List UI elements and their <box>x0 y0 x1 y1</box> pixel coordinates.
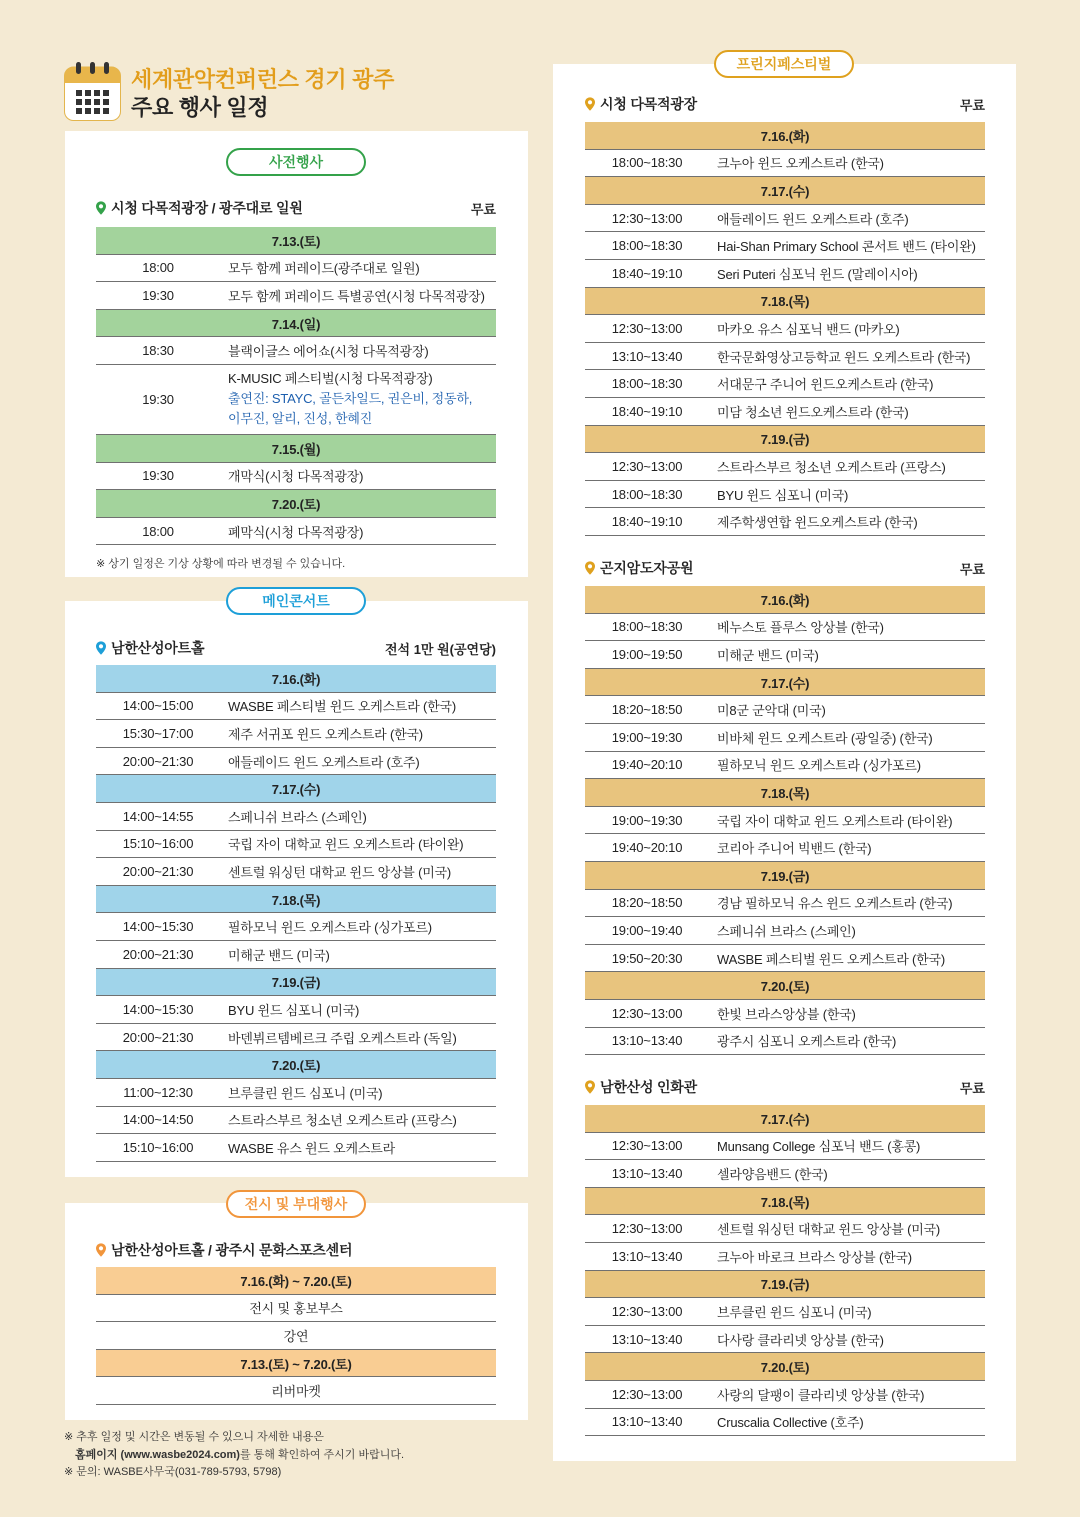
map-pin-icon <box>96 641 106 655</box>
date-header: 7.18.(목) <box>585 779 985 807</box>
event-cell <box>709 1302 985 1321</box>
schedule-row <box>96 941 496 969</box>
event-name: 바덴뷔르템베르크 주립 오케스트라 (독일) <box>228 1030 457 1046</box>
fringe-venue-table <box>585 122 985 536</box>
time-cell: 14:00~15:00 <box>122 698 194 714</box>
event-name: 센트럴 워싱턴 대학교 윈드 앙상블 (미국) <box>228 864 452 880</box>
event-cell <box>220 466 496 485</box>
event-name: BYU 윈드 심포니 (미국) <box>228 1002 360 1018</box>
location-row <box>585 1077 985 1097</box>
event-cell <box>220 834 496 853</box>
time-cell: 15:10~16:00 <box>122 1139 194 1155</box>
schedule-row <box>96 831 496 859</box>
time-cell: 20:00~21:30 <box>122 753 194 769</box>
fee-label: 전석 1만 원(공연당) <box>384 641 496 657</box>
fringe-festival-badge: 프린지페스티벌 <box>714 50 854 78</box>
event-cell <box>220 1138 496 1157</box>
exhibition-badge: 전시 및 부대행사 <box>226 1190 366 1218</box>
schedule-row <box>585 205 985 233</box>
event-name: 비바체 윈드 오케스트라 (광일중) (한국) <box>717 730 933 746</box>
event-cell <box>709 319 985 338</box>
schedule-row <box>585 696 985 724</box>
time-cell: 19:40~20:10 <box>611 757 683 773</box>
fee-label: 무료 <box>470 201 496 217</box>
event-cell <box>220 945 496 964</box>
time-cell: 12:30~13:00 <box>611 458 683 474</box>
event-cell <box>220 369 496 429</box>
schedule-row <box>96 365 496 435</box>
time-cell: 13:10~13:40 <box>611 348 683 364</box>
schedule-row <box>585 1000 985 1028</box>
schedule-row <box>96 748 496 776</box>
location-label: 곤지암도자공원 <box>600 560 694 576</box>
date-header: 7.17.(수) <box>585 1105 985 1133</box>
event-cell <box>220 1110 496 1129</box>
event-name: 미8군 군악대 (미국) <box>717 703 826 719</box>
event-name: 한국문화영상고등학교 윈드 오케스트라 (한국) <box>717 349 971 365</box>
date-header: 7.16.(화) <box>96 665 496 693</box>
date-header: 7.20.(토) <box>585 972 985 1000</box>
event-cell <box>220 1028 496 1047</box>
schedule-row <box>96 913 496 941</box>
map-pin-icon <box>585 97 595 111</box>
exhibit-item: 강연 <box>96 1322 496 1350</box>
event-cell <box>220 917 496 936</box>
location-row <box>585 558 985 578</box>
pre-events-table <box>96 227 496 545</box>
event-cell <box>709 1219 985 1238</box>
time-cell: 13:10~13:40 <box>611 1165 683 1181</box>
performers-line: 출연진: STAYC, 골든차일드, 권은비, 정동하, <box>228 391 473 407</box>
event-cell <box>220 522 496 541</box>
exhibition-table <box>96 1267 496 1405</box>
event-cell <box>709 1412 985 1431</box>
time-cell: 12:30~13:00 <box>611 320 683 336</box>
event-cell <box>709 1247 985 1266</box>
schedule-row <box>585 1381 985 1409</box>
time-cell: 19:00~19:30 <box>611 729 683 745</box>
time-cell: 18:20~18:50 <box>611 702 683 718</box>
event-name: K-MUSIC 페스티벌(시청 다목적광장) <box>228 371 433 387</box>
period-header: 7.16.(화) ~ 7.20.(토) <box>96 1267 496 1295</box>
schedule-row <box>585 1326 985 1354</box>
schedule-row <box>585 834 985 862</box>
time-cell: 18:00~18:30 <box>611 486 683 502</box>
event-cell <box>709 811 985 830</box>
calendar-icon <box>64 62 121 121</box>
time-cell: 18:40~19:10 <box>611 514 683 530</box>
time-cell: 12:30~13:00 <box>611 1005 683 1021</box>
location-row <box>585 94 985 114</box>
fee-label: 무료 <box>959 561 985 577</box>
event-cell <box>709 347 985 366</box>
event-name: 스페니쉬 브라스 (스페인) <box>228 809 367 825</box>
event-name: 베누스토 플루스 앙상블 (한국) <box>717 620 884 636</box>
main-concert-badge: 메인콘서트 <box>226 587 366 615</box>
schedule-row <box>585 917 985 945</box>
map-pin-icon <box>585 1080 595 1094</box>
time-cell: 19:50~20:30 <box>611 950 683 966</box>
event-cell <box>709 1031 985 1050</box>
event-cell <box>709 512 985 531</box>
time-cell: 13:10~13:40 <box>611 1248 683 1264</box>
event-cell <box>709 209 985 228</box>
time-cell: 18:00~18:30 <box>611 155 683 171</box>
time-cell: 19:00~19:40 <box>611 922 683 938</box>
location-row <box>96 198 496 218</box>
time-cell: 18:00~18:30 <box>611 376 683 392</box>
event-cell <box>709 457 985 476</box>
event-cell <box>709 838 985 857</box>
time-cell: 19:30 <box>142 287 174 303</box>
date-header: 7.18.(목) <box>585 1188 985 1216</box>
schedule-row <box>96 1134 496 1162</box>
time-cell: 18:00 <box>142 260 174 276</box>
event-cell <box>709 485 985 504</box>
location-label: 남한산성 인화관 <box>600 1079 697 1095</box>
time-cell: 15:10~16:00 <box>122 836 194 852</box>
event-cell <box>709 949 985 968</box>
schedule-row <box>96 803 496 831</box>
event-cell <box>220 286 496 305</box>
event-name: 모두 함께 퍼레이드(광주대로 일원) <box>228 261 420 277</box>
schedule-row <box>585 370 985 398</box>
event-name: 경남 필하모닉 유스 윈드 오케스트라 (한국) <box>717 896 953 912</box>
schedule-row <box>585 150 985 178</box>
event-name: 스페니쉬 브라스 (스페인) <box>717 923 856 939</box>
event-name: 미해군 밴드 (미국) <box>717 647 819 663</box>
weather-note: ※ 상기 일정은 기상 상황에 따라 변경될 수 있습니다. <box>96 558 346 570</box>
date-header: 7.17.(수) <box>585 177 985 205</box>
schedule-row <box>585 481 985 509</box>
schedule-row <box>96 337 496 365</box>
date-header: 7.19.(금) <box>585 426 985 454</box>
time-cell: 15:30~17:00 <box>122 725 194 741</box>
location-label: 시청 다목적광장 / 광주대로 일원 <box>111 200 303 216</box>
event-name: 광주시 심포니 오케스트라 (한국) <box>717 1034 897 1050</box>
location-label: 남한산성아트홀 / 광주시 문화스포츠센터 <box>111 1242 353 1258</box>
schedule-row <box>96 1079 496 1107</box>
performers-line: 이무진, 알리, 진성, 한혜진 <box>228 411 373 427</box>
date-header: 7.18.(목) <box>96 886 496 914</box>
fringe-venue-table <box>585 1105 985 1436</box>
event-cell <box>220 752 496 771</box>
schedule-row <box>585 1409 985 1437</box>
schedule-row <box>585 343 985 371</box>
time-cell: 13:10~13:40 <box>611 1331 683 1347</box>
period-header: 7.13.(토) ~ 7.20.(토) <box>96 1350 496 1378</box>
event-cell <box>709 617 985 636</box>
time-cell: 18:00~18:30 <box>611 238 683 254</box>
event-name: 크누아 윈드 오케스트라 (한국) <box>717 156 884 172</box>
title-line-1: 세계관악컨퍼런스 경기 광주 <box>131 67 395 92</box>
time-cell: 13:10~13:40 <box>611 1033 683 1049</box>
schedule-row <box>96 858 496 886</box>
date-header: 7.19.(금) <box>585 1271 985 1299</box>
time-cell: 12:30~13:00 <box>611 1221 683 1237</box>
event-cell <box>709 921 985 940</box>
schedule-row <box>96 282 496 310</box>
event-cell <box>220 341 496 360</box>
time-cell: 14:00~15:30 <box>122 919 194 935</box>
location-row <box>96 1240 496 1260</box>
time-cell: 13:10~13:40 <box>611 1414 683 1430</box>
event-name: 한빛 브라스앙상블 (한국) <box>717 1006 856 1022</box>
time-cell: 14:00~14:55 <box>122 808 194 824</box>
time-cell: 14:00~14:50 <box>122 1112 194 1128</box>
event-name: 국립 자이 대학교 윈드 오케스트라 (타이완) <box>228 837 464 853</box>
event-name: Cruscalia Collective (호주) <box>717 1415 864 1431</box>
event-cell <box>709 153 985 172</box>
date-header: 7.19.(금) <box>96 969 496 997</box>
footer-notes <box>64 1429 404 1482</box>
event-name: Seri Puteri 심포닉 윈드 (말레이시아) <box>717 266 918 282</box>
event-cell <box>220 807 496 826</box>
event-cell <box>709 728 985 747</box>
time-cell: 12:30~13:00 <box>611 1138 683 1154</box>
date-header: 7.20.(토) <box>585 1353 985 1381</box>
event-cell <box>709 264 985 283</box>
event-cell <box>220 1083 496 1102</box>
schedule-row <box>585 260 985 288</box>
event-cell <box>709 374 985 393</box>
time-cell: 12:30~13:00 <box>611 1303 683 1319</box>
schedule-row <box>585 890 985 918</box>
exhibit-item: 전시 및 홍보부스 <box>96 1295 496 1323</box>
event-name: 폐막식(시청 다목적광장) <box>228 524 364 540</box>
event-cell <box>709 402 985 421</box>
map-pin-icon <box>96 1243 106 1257</box>
event-name: 서대문구 주니어 윈드오케스트라 (한국) <box>717 377 934 393</box>
event-name: 애들레이드 윈드 오케스트라 (호주) <box>717 211 909 227</box>
schedule-row <box>585 398 985 426</box>
schedule-row <box>96 693 496 721</box>
time-cell: 19:30 <box>142 391 174 407</box>
time-cell: 18:00~18:30 <box>611 619 683 635</box>
date-header: 7.19.(금) <box>585 862 985 890</box>
event-cell <box>220 1000 496 1019</box>
date-header: 7.17.(수) <box>585 669 985 697</box>
time-cell: 18:40~19:10 <box>611 403 683 419</box>
time-cell: 18:20~18:50 <box>611 895 683 911</box>
event-name: 미담 청소년 윈드오케스트라 (한국) <box>717 404 909 420</box>
schedule-row <box>96 720 496 748</box>
fringe-venue-table <box>585 586 985 1055</box>
date-header: 7.14.(일) <box>96 310 496 338</box>
schedule-row <box>96 1024 496 1052</box>
schedule-row <box>585 232 985 260</box>
event-cell <box>709 755 985 774</box>
schedule-row <box>585 724 985 752</box>
event-name: BYU 윈드 심포니 (미국) <box>717 487 849 503</box>
event-name: WASBE 페스티벌 윈드 오케스트라 (한국) <box>228 699 457 715</box>
event-name: 크누아 바로크 브라스 앙상블 (한국) <box>717 1249 912 1265</box>
time-cell: 12:30~13:00 <box>611 1386 683 1402</box>
footer-line-2 <box>64 1447 404 1465</box>
date-header: 7.17.(수) <box>96 775 496 803</box>
event-name: 코리아 주니어 빅밴드 (한국) <box>717 841 872 857</box>
event-name: Munsang College 심포닉 밴드 (홍콩) <box>717 1139 921 1155</box>
location-label: 시청 다목적광장 <box>600 96 697 112</box>
location-label: 남한산성아트홀 <box>111 640 205 656</box>
event-name: 애들레이드 윈드 오케스트라 (호주) <box>228 754 420 770</box>
event-cell <box>709 1385 985 1404</box>
schedule-row <box>585 1215 985 1243</box>
schedule-row <box>585 1298 985 1326</box>
event-cell <box>709 1136 985 1155</box>
time-cell: 19:00~19:30 <box>611 812 683 828</box>
event-cell <box>220 258 496 277</box>
event-name: 필하모닉 윈드 오케스트라 (싱가포르) <box>228 920 432 936</box>
map-pin-icon <box>96 201 106 215</box>
event-cell <box>220 724 496 743</box>
time-cell: 20:00~21:30 <box>122 946 194 962</box>
time-cell: 19:00~19:50 <box>611 646 683 662</box>
event-name: 브루클린 윈드 심포니 (미국) <box>228 1085 383 1101</box>
event-name: 스트라스부르 청소년 오케스트라 (프랑스) <box>717 459 946 475</box>
schedule-row <box>585 614 985 642</box>
time-cell: 20:00~21:30 <box>122 1029 194 1045</box>
time-cell: 18:40~19:10 <box>611 265 683 281</box>
exhibit-item: 리버마켓 <box>96 1377 496 1405</box>
schedule-row <box>585 1133 985 1161</box>
date-header: 7.16.(화) <box>585 122 985 150</box>
fee-label: 무료 <box>959 97 985 113</box>
event-cell <box>709 700 985 719</box>
main-concert-table <box>96 665 496 1162</box>
location-row <box>96 638 496 658</box>
event-cell <box>220 696 496 715</box>
time-cell: 19:30 <box>142 468 174 484</box>
event-name: WASBE 페스티벌 윈드 오케스트라 (한국) <box>717 951 946 967</box>
schedule-row <box>585 807 985 835</box>
event-cell <box>709 236 985 255</box>
schedule-row <box>585 1028 985 1056</box>
date-header: 7.20.(토) <box>96 1051 496 1079</box>
schedule-row <box>585 1160 985 1188</box>
event-cell <box>709 645 985 664</box>
event-name: Hai-Shan Primary School 콘서트 밴드 (타이완) <box>717 239 976 255</box>
event-cell <box>709 893 985 912</box>
event-name: 스트라스부르 청소년 오케스트라 (프랑스) <box>228 1113 457 1129</box>
time-cell: 11:00~12:30 <box>123 1084 193 1100</box>
event-name: 국립 자이 대학교 윈드 오케스트라 (타이완) <box>717 813 953 829</box>
event-name: 개막식(시청 다목적광장) <box>228 469 364 485</box>
footer-line-1: ※ 추후 일정 및 시간은 변동될 수 있으니 자세한 내용은 <box>64 1431 324 1443</box>
event-name: 모두 함께 퍼레이드 특별공연(시청 다목적광장) <box>228 288 485 304</box>
map-pin-icon <box>585 561 595 575</box>
date-header: 7.16.(화) <box>585 586 985 614</box>
fee-label: 무료 <box>959 1080 985 1096</box>
date-header: 7.20.(토) <box>96 490 496 518</box>
event-name: WASBE 유스 윈드 오케스트라 <box>228 1140 395 1156</box>
schedule-row <box>585 641 985 669</box>
schedule-row <box>96 996 496 1024</box>
schedule-row <box>585 945 985 973</box>
title-line-2: 주요 행사 일정 <box>131 95 269 120</box>
contact-line: ※ 문의: WASBE사무국(031-789-5793, 5798) <box>64 1466 282 1478</box>
event-cell <box>220 862 496 881</box>
pre-events-badge: 사전행사 <box>226 148 366 176</box>
time-cell: 14:00~15:30 <box>122 1001 194 1017</box>
date-header: 7.13.(토) <box>96 227 496 255</box>
schedule-row <box>96 1107 496 1135</box>
schedule-row <box>96 255 496 283</box>
schedule-row <box>585 453 985 481</box>
event-name: 다사랑 클라리넷 앙상블 (한국) <box>717 1332 884 1348</box>
time-cell: 20:00~21:30 <box>122 863 194 879</box>
date-header: 7.15.(월) <box>96 435 496 463</box>
event-name: 사랑의 달팽이 클라리넷 앙상블 (한국) <box>717 1387 925 1403</box>
event-name: 센트럴 워싱턴 대학교 윈드 앙상블 (미국) <box>717 1222 941 1238</box>
schedule-row <box>96 463 496 491</box>
event-name: 제주 서귀포 윈드 오케스트라 (한국) <box>228 726 423 742</box>
schedule-row <box>585 315 985 343</box>
event-name: 마카오 유스 심포닉 밴드 (마카오) <box>717 321 900 337</box>
event-name: 제주학생연합 윈드오케스트라 (한국) <box>717 515 918 531</box>
date-header: 7.18.(목) <box>585 288 985 316</box>
schedule-row <box>96 518 496 546</box>
time-cell: 18:30 <box>142 343 174 359</box>
event-cell <box>709 1004 985 1023</box>
schedule-row <box>585 752 985 780</box>
event-cell <box>709 1330 985 1349</box>
time-cell: 19:40~20:10 <box>611 840 683 856</box>
event-name: 브루클린 윈드 심포니 (미국) <box>717 1304 872 1320</box>
event-cell <box>709 1164 985 1183</box>
schedule-row <box>585 1243 985 1271</box>
footer-line-2-rest: 를 통해 확인하여 주시기 바랍니다. <box>239 1448 405 1461</box>
event-name: 필하모닉 윈드 오케스트라 (싱가포르) <box>717 758 921 774</box>
event-name: 셀라양음밴드 (한국) <box>717 1166 828 1182</box>
event-name: 미해군 밴드 (미국) <box>228 947 330 963</box>
homepage-link-text: 홈페이지 (www.wasbe2024.com) <box>75 1448 240 1461</box>
event-name: 블랙이글스 에어쇼(시청 다목적광장) <box>228 344 429 360</box>
time-cell: 12:30~13:00 <box>611 210 683 226</box>
time-cell: 18:00 <box>142 523 174 539</box>
schedule-row <box>585 508 985 536</box>
